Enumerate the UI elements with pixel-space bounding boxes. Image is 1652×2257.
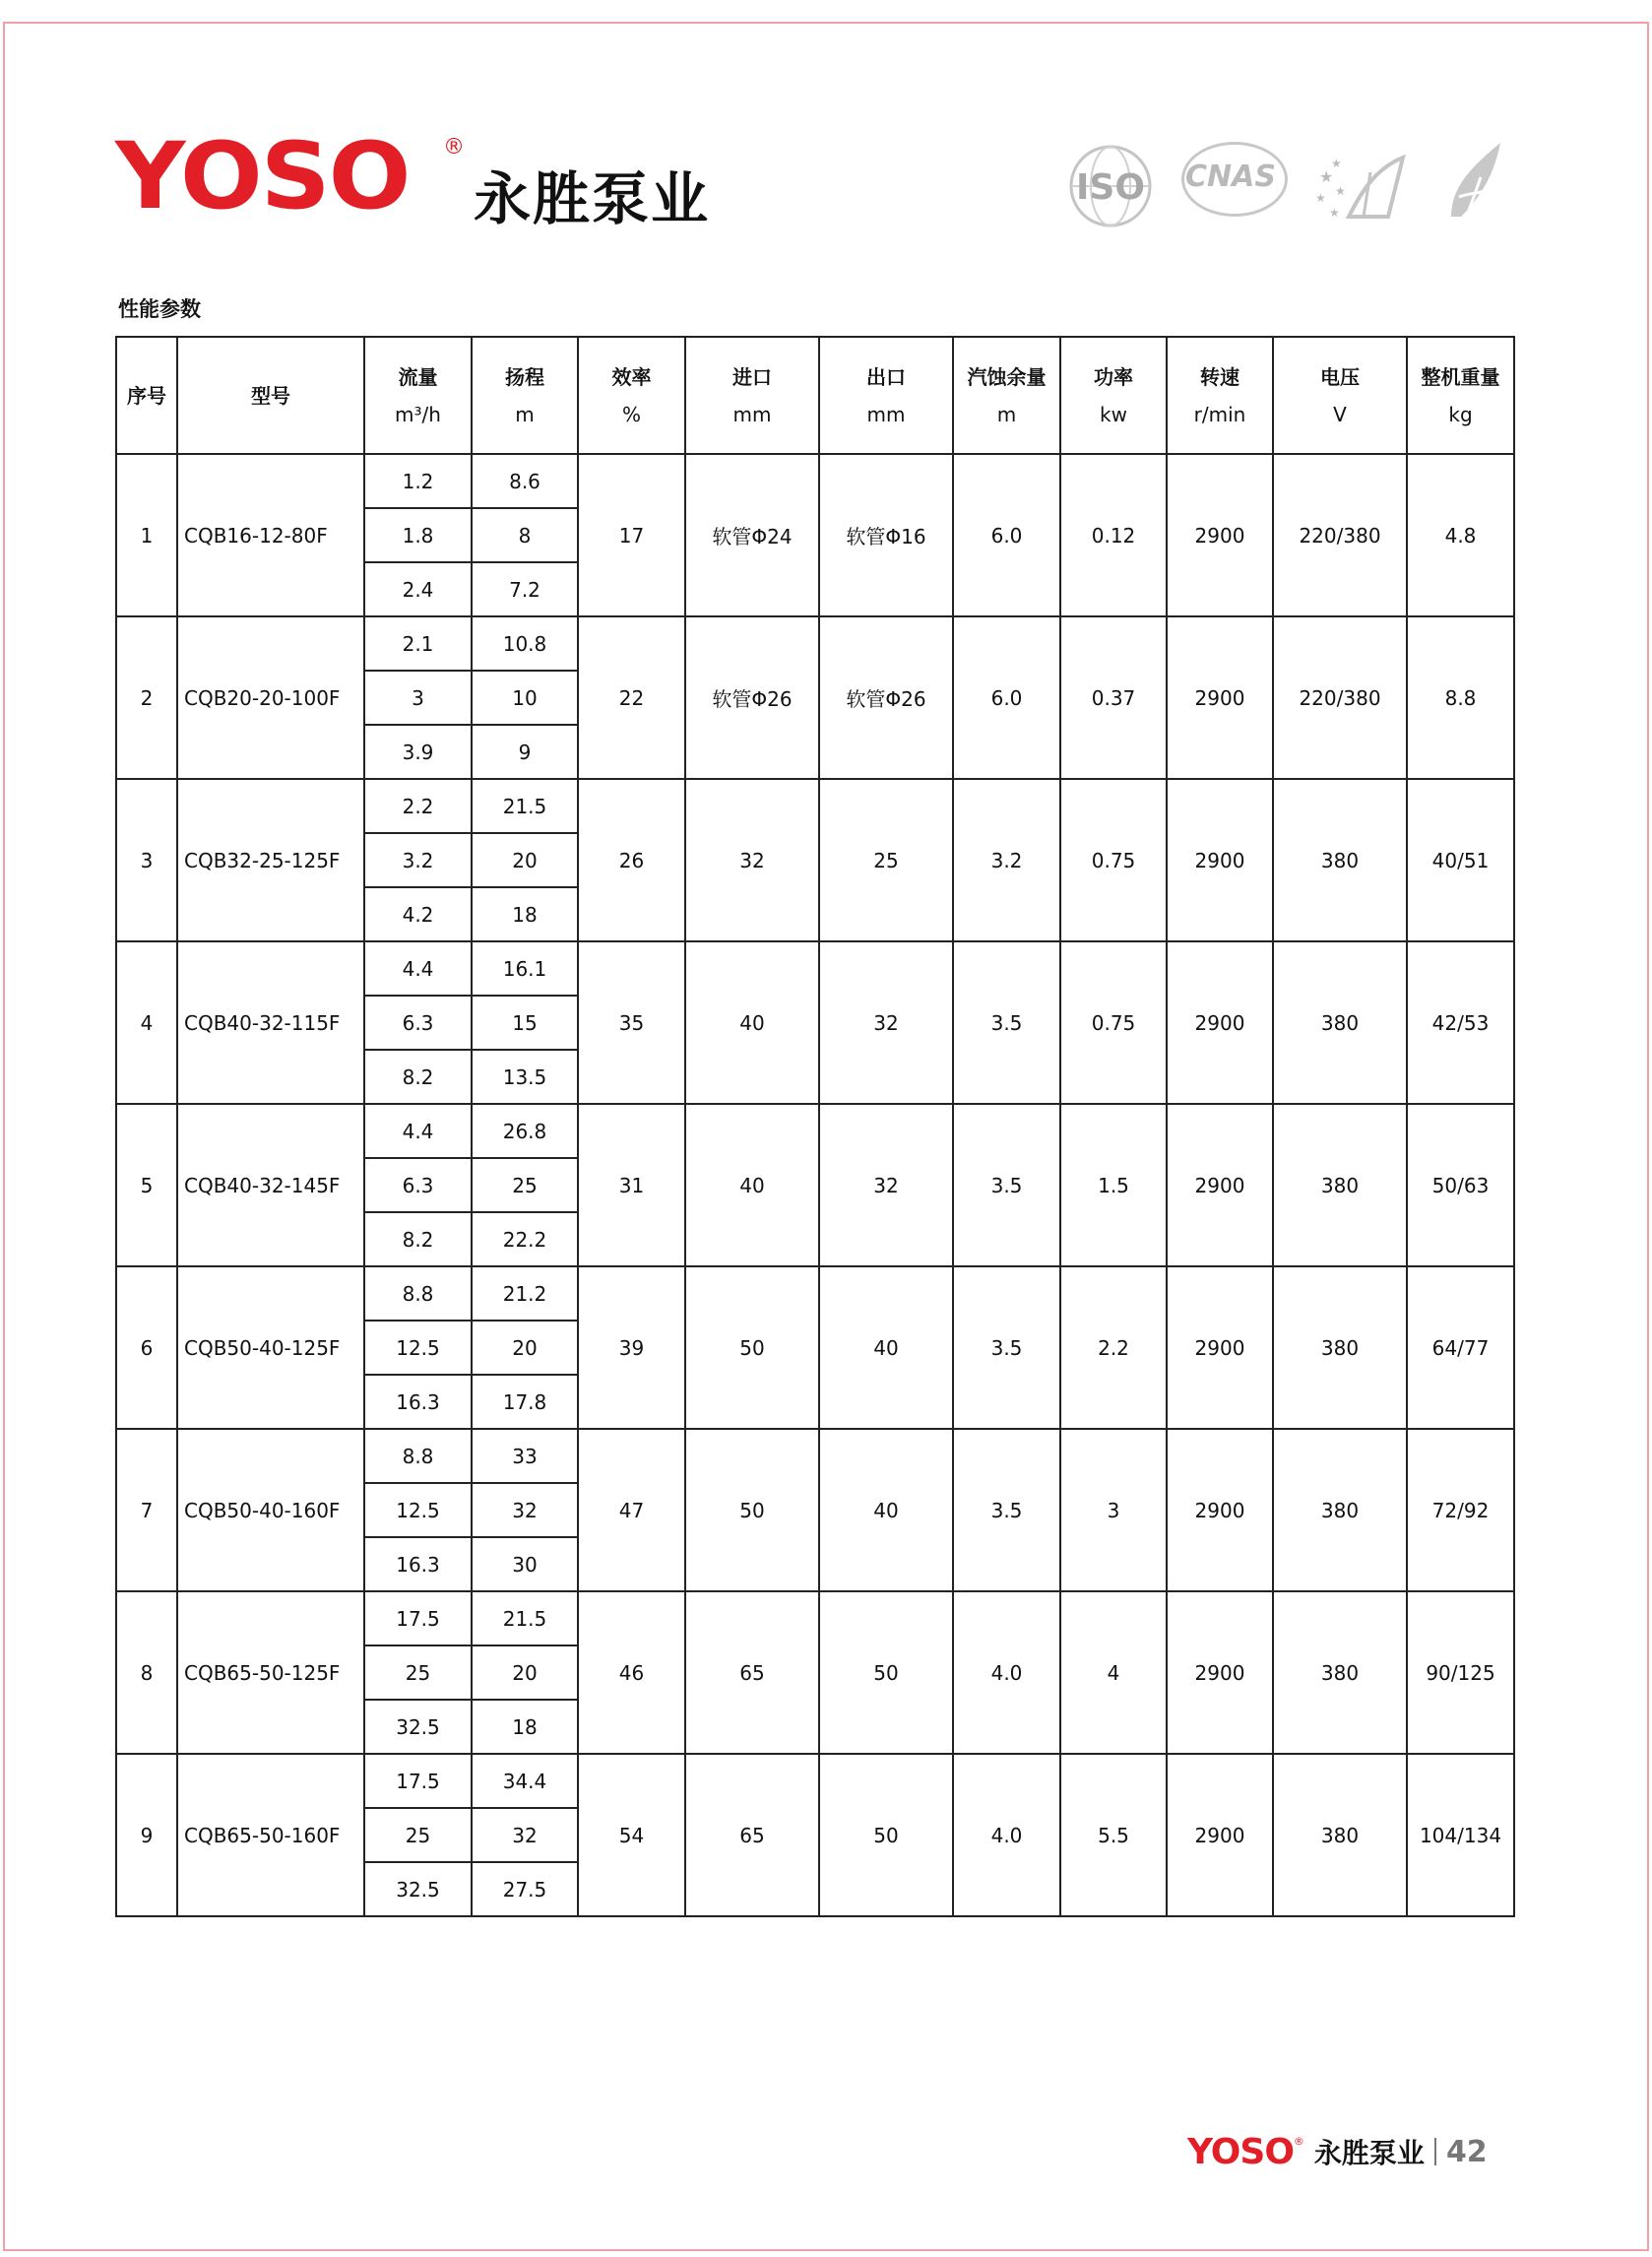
column-header-label: 效率 xyxy=(611,364,652,389)
head-cell: 20 xyxy=(472,1645,578,1700)
column-header-unit: m xyxy=(515,402,535,426)
footer-brand-name-cn: 永胜泵业 xyxy=(1313,2137,1425,2169)
head-cell: 20 xyxy=(472,1321,578,1375)
flow-cell: 12.5 xyxy=(364,1483,472,1537)
row-number: 3 xyxy=(116,779,177,941)
weight-cell: 64/77 xyxy=(1407,1266,1514,1429)
weight-cell: 42/53 xyxy=(1407,941,1514,1104)
inlet-cell: 软管Φ26 xyxy=(685,616,819,779)
table-row xyxy=(116,616,1514,671)
column-header-label: 转速 xyxy=(1200,364,1239,389)
flow-cell: 6.3 xyxy=(364,1158,472,1212)
inlet-cell: 40 xyxy=(685,941,819,1104)
stars-cert-icon xyxy=(1309,148,1408,226)
head-cell: 25 xyxy=(472,1158,578,1212)
weight-cell: 4.8 xyxy=(1407,454,1514,616)
npsh-cell: 3.5 xyxy=(953,1104,1060,1266)
certification-logos xyxy=(1063,138,1516,226)
flow-cell: 16.3 xyxy=(364,1537,472,1591)
efficiency-cell: 46 xyxy=(578,1591,685,1754)
speed-cell: 2900 xyxy=(1167,1104,1273,1266)
head-cell: 8.6 xyxy=(472,454,578,508)
head-cell: 34.4 xyxy=(472,1754,578,1808)
voltage-cell: 380 xyxy=(1273,1104,1407,1266)
flow-cell: 32.5 xyxy=(364,1700,472,1754)
column-header xyxy=(1273,337,1407,454)
outlet-cell: 40 xyxy=(819,1266,953,1429)
column-header-unit: m xyxy=(996,402,1017,426)
model-cell: CQB50-40-160F xyxy=(177,1429,364,1591)
npsh-cell: 3.5 xyxy=(953,1429,1060,1591)
table-row xyxy=(116,779,1514,833)
column-header-unit: r/min xyxy=(1193,402,1246,426)
speed-cell: 2900 xyxy=(1167,454,1273,616)
outlet-cell: 32 xyxy=(819,941,953,1104)
power-cell: 4 xyxy=(1060,1591,1167,1754)
inlet-cell: 50 xyxy=(685,1266,819,1429)
efficiency-cell: 39 xyxy=(578,1266,685,1429)
table-row xyxy=(116,454,1514,508)
column-header-label: 序号 xyxy=(127,383,166,408)
column-header-unit: kg xyxy=(1448,402,1473,426)
head-cell: 16.1 xyxy=(472,941,578,996)
column-header-label: 型号 xyxy=(251,383,290,408)
outlet-cell: 40 xyxy=(819,1429,953,1591)
speed-cell: 2900 xyxy=(1167,941,1273,1104)
flow-cell: 17.5 xyxy=(364,1754,472,1808)
efficiency-cell: 31 xyxy=(578,1104,685,1266)
column-header xyxy=(116,337,177,454)
column-header xyxy=(819,337,953,454)
model-cell: CQB40-32-145F xyxy=(177,1104,364,1266)
head-cell: 27.5 xyxy=(472,1862,578,1916)
registered-mark: ® xyxy=(443,135,465,160)
table-row xyxy=(116,1104,1514,1158)
flow-cell: 8.2 xyxy=(364,1212,472,1266)
column-header xyxy=(1167,337,1273,454)
row-number: 5 xyxy=(116,1104,177,1266)
model-cell: CQB65-50-125F xyxy=(177,1591,364,1754)
row-number: 8 xyxy=(116,1591,177,1754)
speed-cell: 2900 xyxy=(1167,1754,1273,1916)
flow-cell: 3.9 xyxy=(364,725,472,779)
power-cell: 0.75 xyxy=(1060,779,1167,941)
table-header-row xyxy=(116,337,1514,454)
flow-cell: 16.3 xyxy=(364,1375,472,1429)
npsh-cell: 3.2 xyxy=(953,779,1060,941)
flow-cell: 2.2 xyxy=(364,779,472,833)
speed-cell: 2900 xyxy=(1167,616,1273,779)
column-header-label: 电压 xyxy=(1320,364,1360,389)
column-header-label: 流量 xyxy=(398,364,438,389)
flow-cell: 1.8 xyxy=(364,508,472,562)
column-header-unit: % xyxy=(621,402,641,426)
weight-cell: 72/92 xyxy=(1407,1429,1514,1591)
table-row xyxy=(116,1591,1514,1645)
power-cell: 0.37 xyxy=(1060,616,1167,779)
inlet-cell: 40 xyxy=(685,1104,819,1266)
table-row xyxy=(116,941,1514,996)
voltage-cell: 380 xyxy=(1273,941,1407,1104)
svg-text:★: ★ xyxy=(1331,157,1342,170)
head-cell: 21.5 xyxy=(472,779,578,833)
efficiency-cell: 35 xyxy=(578,941,685,1104)
voltage-cell: 380 xyxy=(1273,1591,1407,1754)
flow-cell: 8.8 xyxy=(364,1266,472,1321)
voltage-cell: 220/380 xyxy=(1273,616,1407,779)
voltage-cell: 220/380 xyxy=(1273,454,1407,616)
column-header xyxy=(472,337,578,454)
flow-cell: 2.1 xyxy=(364,616,472,671)
npsh-cell: 4.0 xyxy=(953,1591,1060,1754)
iso-cert-label: ISO xyxy=(1076,167,1145,208)
head-cell: 20 xyxy=(472,833,578,887)
model-cell: CQB65-50-160F xyxy=(177,1754,364,1916)
model-cell: CQB32-25-125F xyxy=(177,779,364,941)
footer xyxy=(1187,2127,1488,2176)
head-cell: 21.5 xyxy=(472,1591,578,1645)
outlet-cell: 50 xyxy=(819,1754,953,1916)
column-header-label: 整机重量 xyxy=(1421,364,1500,389)
efficiency-cell: 26 xyxy=(578,779,685,941)
weight-cell: 104/134 xyxy=(1407,1754,1514,1916)
voltage-cell: 380 xyxy=(1273,779,1407,941)
npsh-cell: 4.0 xyxy=(953,1754,1060,1916)
model-cell: CQB16-12-80F xyxy=(177,454,364,616)
voltage-cell: 380 xyxy=(1273,1266,1407,1429)
model-cell: CQB20-20-100F xyxy=(177,616,364,779)
brand-name-cn: 永胜泵业 xyxy=(474,165,711,232)
power-cell: 2.2 xyxy=(1060,1266,1167,1429)
efficiency-cell: 17 xyxy=(578,454,685,616)
table-row xyxy=(116,1266,1514,1321)
flow-cell: 1.2 xyxy=(364,454,472,508)
column-header-unit: kw xyxy=(1100,402,1127,426)
efficiency-cell: 47 xyxy=(578,1429,685,1591)
flow-cell: 6.3 xyxy=(364,996,472,1050)
head-cell: 32 xyxy=(472,1483,578,1537)
outlet-cell: 软管Φ16 xyxy=(819,454,953,616)
column-header-label: 进口 xyxy=(732,364,772,389)
svg-text:★: ★ xyxy=(1329,206,1340,220)
head-cell: 9 xyxy=(472,725,578,779)
row-number: 6 xyxy=(116,1266,177,1429)
flow-cell: 2.4 xyxy=(364,562,472,616)
flow-cell: 3.2 xyxy=(364,833,472,887)
outlet-cell: 25 xyxy=(819,779,953,941)
flow-cell: 4.4 xyxy=(364,941,472,996)
efficiency-cell: 54 xyxy=(578,1754,685,1916)
svg-text:★: ★ xyxy=(1315,191,1326,205)
flow-cell: 25 xyxy=(364,1808,472,1862)
voltage-cell: 380 xyxy=(1273,1429,1407,1591)
column-header xyxy=(1407,337,1514,454)
flow-cell: 4.2 xyxy=(364,887,472,941)
power-cell: 0.12 xyxy=(1060,454,1167,616)
speed-cell: 2900 xyxy=(1167,1429,1273,1591)
column-header-label: 汽蚀余量 xyxy=(967,364,1047,389)
head-cell: 13.5 xyxy=(472,1050,578,1104)
head-cell: 33 xyxy=(472,1429,578,1483)
head-cell: 15 xyxy=(472,996,578,1050)
table-row xyxy=(116,1429,1514,1483)
column-header-unit: mm xyxy=(866,402,906,426)
flow-cell: 8.8 xyxy=(364,1429,472,1483)
brand-logo xyxy=(115,123,711,232)
head-cell: 32 xyxy=(472,1808,578,1862)
row-number: 2 xyxy=(116,616,177,779)
outlet-cell: 32 xyxy=(819,1104,953,1266)
row-number: 7 xyxy=(116,1429,177,1591)
column-header xyxy=(578,337,685,454)
weight-cell: 90/125 xyxy=(1407,1591,1514,1754)
inlet-cell: 32 xyxy=(685,779,819,941)
voltage-cell: 380 xyxy=(1273,1754,1407,1916)
model-cell: CQB50-40-125F xyxy=(177,1266,364,1429)
footer-registered-mark: ® xyxy=(1293,2134,1304,2148)
column-header xyxy=(953,337,1060,454)
head-cell: 10.8 xyxy=(472,616,578,671)
flow-cell: 17.5 xyxy=(364,1591,472,1645)
performance-table xyxy=(115,336,1515,1917)
column-header-label: 功率 xyxy=(1094,364,1133,389)
inlet-cell: 65 xyxy=(685,1754,819,1916)
power-cell: 1.5 xyxy=(1060,1104,1167,1266)
weight-cell: 8.8 xyxy=(1407,616,1514,779)
column-header-label: 出口 xyxy=(866,364,906,389)
column-header xyxy=(177,337,364,454)
head-cell: 10 xyxy=(472,671,578,725)
head-cell: 18 xyxy=(472,1700,578,1754)
npsh-cell: 6.0 xyxy=(953,454,1060,616)
npsh-cell: 3.5 xyxy=(953,941,1060,1104)
speed-cell: 2900 xyxy=(1167,779,1273,941)
svg-text:★: ★ xyxy=(1335,184,1346,198)
svg-text:★: ★ xyxy=(1319,167,1334,186)
brand-logo-text: YOSO xyxy=(115,123,410,230)
flow-cell: 25 xyxy=(364,1645,472,1700)
weight-cell: 40/51 xyxy=(1407,779,1514,941)
head-cell: 8 xyxy=(472,508,578,562)
flow-cell: 3 xyxy=(364,671,472,725)
column-header xyxy=(685,337,819,454)
head-cell: 21.2 xyxy=(472,1266,578,1321)
outlet-cell: 软管Φ26 xyxy=(819,616,953,779)
power-cell: 5.5 xyxy=(1060,1754,1167,1916)
column-header-unit: m³/h xyxy=(395,402,441,426)
page-number: 42 xyxy=(1445,2134,1488,2169)
head-cell: 26.8 xyxy=(472,1104,578,1158)
iso-cert-icon xyxy=(1063,142,1158,230)
flow-cell: 4.4 xyxy=(364,1104,472,1158)
npsh-cell: 3.5 xyxy=(953,1266,1060,1429)
speed-cell: 2900 xyxy=(1167,1591,1273,1754)
row-number: 4 xyxy=(116,941,177,1104)
power-cell: 0.75 xyxy=(1060,941,1167,1104)
cnas-cert-icon: CNAS xyxy=(1185,160,1276,194)
column-header xyxy=(1060,337,1167,454)
inlet-cell: 软管Φ24 xyxy=(685,454,819,616)
power-cell: 3 xyxy=(1060,1429,1167,1591)
flow-cell: 32.5 xyxy=(364,1862,472,1916)
npsh-cell: 6.0 xyxy=(953,616,1060,779)
head-cell: 18 xyxy=(472,887,578,941)
flow-cell: 8.2 xyxy=(364,1050,472,1104)
leaf-cert-icon xyxy=(1441,138,1510,225)
footer-brand-logo: YOSO xyxy=(1187,2131,1294,2172)
efficiency-cell: 22 xyxy=(578,616,685,779)
column-header-unit: V xyxy=(1333,402,1347,426)
table-row xyxy=(116,1754,1514,1808)
head-cell: 7.2 xyxy=(472,562,578,616)
footer-divider xyxy=(1434,2138,1436,2165)
head-cell: 30 xyxy=(472,1537,578,1591)
head-cell: 22.2 xyxy=(472,1212,578,1266)
column-header-unit: mm xyxy=(732,402,772,426)
flow-cell: 12.5 xyxy=(364,1321,472,1375)
outlet-cell: 50 xyxy=(819,1591,953,1754)
speed-cell: 2900 xyxy=(1167,1266,1273,1429)
column-header xyxy=(364,337,472,454)
weight-cell: 50/63 xyxy=(1407,1104,1514,1266)
section-title: 性能参数 xyxy=(118,297,201,321)
inlet-cell: 50 xyxy=(685,1429,819,1591)
inlet-cell: 65 xyxy=(685,1591,819,1754)
head-cell: 17.8 xyxy=(472,1375,578,1429)
row-number: 9 xyxy=(116,1754,177,1916)
model-cell: CQB40-32-115F xyxy=(177,941,364,1104)
row-number: 1 xyxy=(116,454,177,616)
column-header-label: 扬程 xyxy=(505,364,544,389)
